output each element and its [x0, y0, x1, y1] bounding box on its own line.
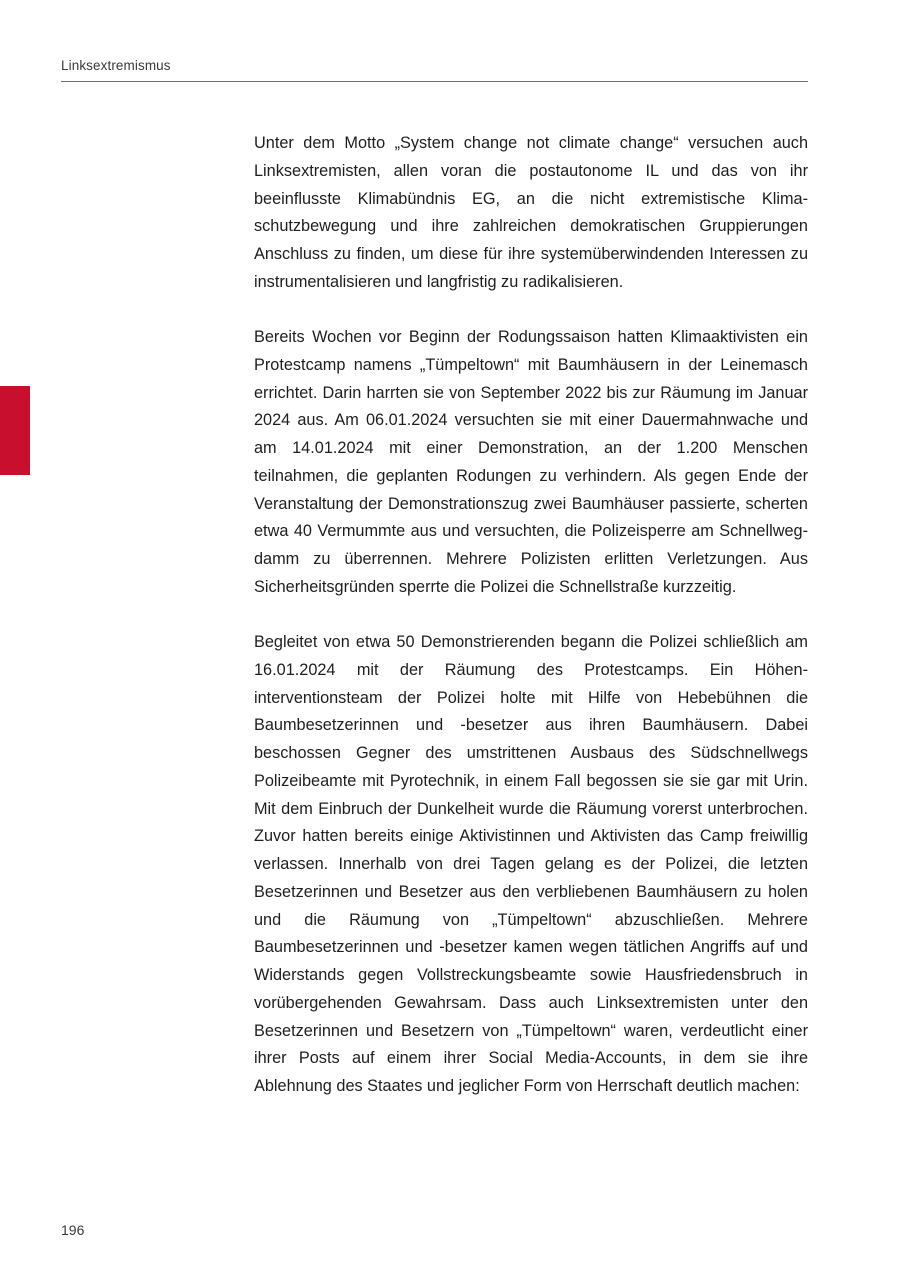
chapter-side-tab — [0, 386, 30, 475]
running-head-title: Linksextremismus — [61, 58, 171, 73]
paragraph-protestcamp: Bereits Wochen vor Beginn der Rodungssaison hatten Klimaaktivisten ein Protestcamp namens „Tümpeltown“ mit Baumhäusern in der Leinemasch errichtet. Darin harrten sie von September 2022 bis zur Räumung im Januar 2024 aus. Am 06.01.2024 versuchten sie mit einer Dauermahnwache und am 14.01.2024 mit einer Demonstration, an der 1.200 Menschen teilnahmen, die geplanten Rodungen zu verhindern. Als gegen Ende der Veranstaltung der Demonstrationszug zwei Baumhäuser passierte, scherten etwa 40 Vermummte aus und versuchten, die Polizeisperre am Schnellwegdamm zu überrennen. Mehrere Polizisten erlitten Verletzungen. Aus Sicherheitsgründen sperrte die Polizei die Schnellstraße kurzzeitig. — [254, 328, 808, 596]
page-number: 196 — [61, 1222, 85, 1238]
paragraph-raeumung: Begleitet von etwa 50 Demonstrierenden begann die Polizei schließlich am 16.01.2024 mit der Räumung des Protestcamps. Ein Höheninterventionsteam der Polizei holte mit Hilfe von Hebebühnen die Baumbesetzerinnen und -besetzer aus ihren Baumhäusern. Dabei beschossen Gegner des umstrittenen Ausbaus des Südschnellwegs Polizeibeamte mit Pyrotechnik, in einem Fall begossen sie sie gar mit Urin. Mit dem Einbruch der Dunkelheit wurde die Räumung vorerst unterbrochen. Zuvor hatten bereits einige Aktivistinnen und Aktivisten das Camp freiwillig verlassen. Innerhalb von drei Tagen gelang es der Polizei, die letzten Besetzerinnen und Besetzer aus den verbliebenen Baumhäusern zu holen und die Räumung von „Tümpeltown“ abzuschließen. Mehrere Baumbesetzerinnen und -besetzer kamen wegen tätlichen Angriffs auf und Widerstands gegen Vollstreckungsbeamte sowie Hausfriedensbruch in vorübergehenden Gewahrsam. Dass auch Linksextremisten unter den Besetzerinnen und Besetzern von „Tümpeltown“ waren, verdeutlicht einer ihrer Posts auf einem ihrer Social Media-Accounts, in dem sie ihre Ablehnung des Staates und jeglicher Form von Herrschaft deutlich machen: — [254, 633, 808, 1095]
body-text — [254, 130, 808, 1128]
paragraph-motto: Unter dem Motto „System change not climate change“ versuchen auch Linksextremisten, allen voran die postautonome IL und das von ihr beeinflusste Klimabündnis EG, an die nicht extremistische Klimaschutzbewegung und ihre zahlreichen demokratischen Gruppierungen Anschluss zu finden, um diese für ihre systemüberwindenden Interessen zu instrumentalisieren und langfristig zu radikalisieren. — [254, 134, 808, 291]
header-rule — [61, 81, 808, 82]
